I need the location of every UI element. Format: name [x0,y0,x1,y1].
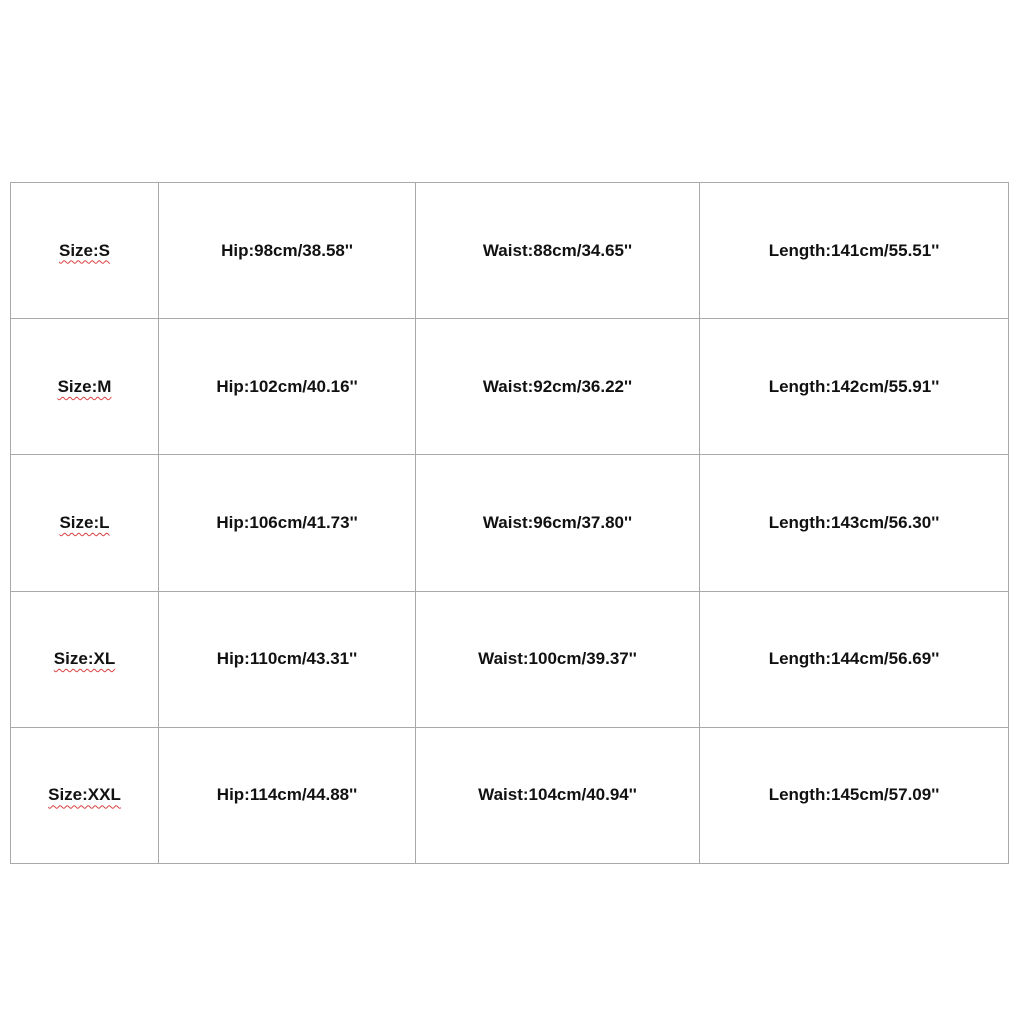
table-row [11,319,1009,455]
hip-cell: Hip:110cm/43.31'' [159,591,416,727]
size-chart-table [10,182,1009,864]
waist-cell: Waist:92cm/36.22'' [416,319,700,455]
table-row [11,183,1009,319]
hip-cell: Hip:98cm/38.58'' [159,183,416,319]
size-label: Size:L [59,512,110,532]
size-label: Size:S [58,240,111,260]
waist-cell: Waist:100cm/39.37'' [416,591,700,727]
length-cell: Length:144cm/56.69'' [700,591,1009,727]
waist-cell: Waist:96cm/37.80'' [416,455,700,591]
size-label: Size:XL [53,649,116,669]
length-cell: Length:141cm/55.51'' [700,183,1009,319]
length-cell: Length:142cm/55.91'' [700,319,1009,455]
size-cell [11,455,159,591]
size-cell [11,727,159,863]
length-cell: Length:143cm/56.30'' [700,455,1009,591]
size-cell [11,319,159,455]
size-label: Size:M [57,376,112,396]
hip-cell: Hip:102cm/40.16'' [159,319,416,455]
hip-cell: Hip:106cm/41.73'' [159,455,416,591]
size-cell [11,183,159,319]
size-label: Size:XXL [48,785,121,805]
waist-cell: Waist:88cm/34.65'' [416,183,700,319]
length-cell: Length:145cm/57.09'' [700,727,1009,863]
table-row [11,455,1009,591]
size-cell [11,591,159,727]
hip-cell: Hip:114cm/44.88'' [159,727,416,863]
table-row [11,591,1009,727]
waist-cell: Waist:104cm/40.94'' [416,727,700,863]
table-row [11,727,1009,863]
